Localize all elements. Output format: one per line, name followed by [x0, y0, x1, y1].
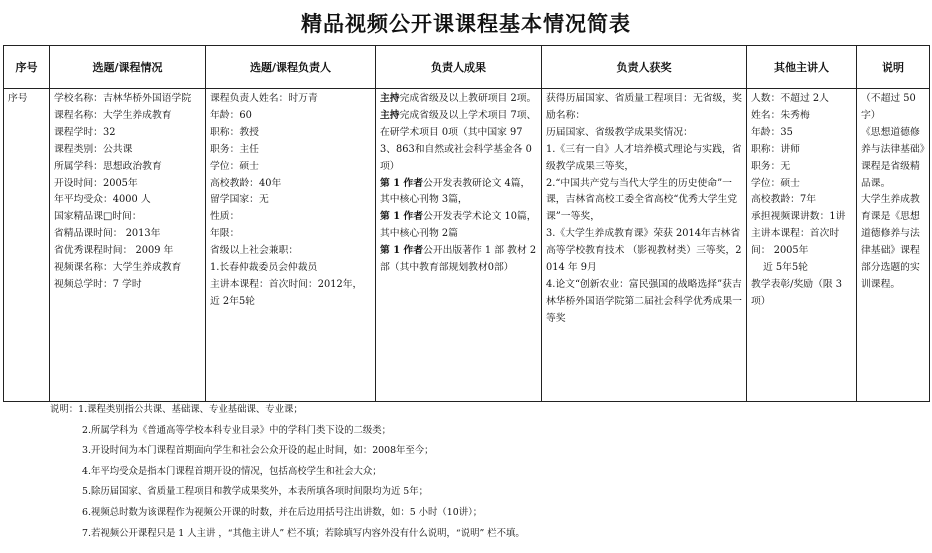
achievement-role: 第 1 作者: [380, 211, 424, 223]
note-line: 6.视频总时数为该课程作为视频公开课的时数，并在后边用括号注出讲数，如：5 小时（10讲）；: [82, 506, 483, 518]
note-line: [50, 400, 525, 421]
achievement-text: 完成省级及以上学术项目 7项、在研学术项目 0项（其中国家 973、863和自然或社会科学基金各 0项）: [380, 109, 537, 172]
notes-prefix: 说明：: [50, 404, 79, 415]
leader-line: 学位：硕士: [210, 160, 259, 172]
award-line: 历届国家、省级教学成果奖情况：: [546, 126, 693, 138]
header-seq: 序号: [4, 46, 50, 89]
table-header-row: [4, 46, 930, 89]
award-line: 4.论文“创新农业：富民强国的战略选择”获吉林华桥外国语学院第二届社会科学优秀成果一等奖: [546, 278, 742, 324]
award-line: 3.《大学生养成教育课》荣获 2014年吉林省高等学校教育技术 （影视教材类）三等奖，2014 年 9月: [546, 228, 742, 274]
lecturer-line: 近 5年5轮: [763, 262, 808, 274]
course-line: 国家精品课□时间：: [54, 211, 142, 223]
course-info-table: [3, 45, 930, 402]
award-line: 2.“中国共产党与当代大学生的历史使命”一课，吉林省高校工委全省高校“优秀大学生党课”一等奖，: [546, 177, 738, 223]
remark-line: （不超过 50字）: [861, 93, 916, 121]
lecturer-line: 年龄：35: [751, 126, 793, 138]
header-course: 选题/课程情况: [50, 46, 206, 89]
achievement-role: 第 1 作者: [380, 245, 424, 257]
cell-achievements: [376, 89, 542, 402]
cell-leader: [206, 89, 376, 402]
leader-line: 年限：: [210, 228, 240, 240]
cell-other-lecturers: [747, 89, 857, 402]
cell-course: [50, 89, 206, 402]
cell-remark: [857, 89, 930, 402]
leader-line: 1.长春仲裁委员会仲裁员: [210, 262, 318, 274]
lecturer-line: 教学表彰/奖励（限 3项）: [751, 278, 843, 307]
course-line: 视频总学时：7 学时: [54, 278, 142, 290]
notes-section: [50, 400, 525, 544]
achievement-role: 主持: [380, 109, 400, 121]
header-awards: 负责人获奖: [542, 46, 747, 89]
leader-line: 职称：教授: [210, 126, 259, 138]
leader-line: 留学国家：无: [210, 194, 269, 206]
lecturer-line: 职称：讲师: [751, 143, 800, 155]
course-line: 省精品课时间： 2013年: [54, 228, 161, 240]
achievement-item: [380, 91, 537, 108]
achievement-role: 第 1 作者: [380, 177, 424, 189]
course-line: 省优秀课程时间： 2009 年: [54, 245, 174, 257]
remark-line: 《思想道德修养与法律基础》课程是省级精品课。: [861, 126, 925, 189]
achievement-item: [380, 108, 537, 176]
lecturer-line: 主讲本课程：首次时间： 2005年: [751, 228, 840, 257]
lecturer-line: 高校教龄：7年: [751, 194, 817, 206]
header-leader: 选题/课程负责人: [206, 46, 376, 89]
note-text: 1.课程类别指公共课、基础课、专业基础课、专业课；: [78, 404, 303, 415]
leader-line: 主讲本课程：首次时间：2012年， 近 2年5轮: [210, 278, 363, 307]
lecturer-line: 承担视频课讲数：1讲: [751, 211, 846, 223]
achievement-item: [380, 209, 537, 243]
achievement-item: [380, 243, 537, 277]
achievement-text: 公开发表学术论文 10篇，其中核心刊物 2篇: [380, 211, 537, 240]
header-remark: 说明: [857, 46, 930, 89]
award-line: 获得历届国家、省质量工程项目：无省级，奖励名称：: [546, 93, 742, 121]
award-line: 1.《三有一自》人才培养模式理论与实践，省级教学成果三等奖，: [546, 143, 742, 172]
course-line: 课程名称：大学生养成教育: [54, 109, 172, 121]
leader-line: 职务：主任: [210, 143, 259, 155]
cell-seq: 序号: [4, 89, 50, 402]
page-title: 精品视频公开课课程基本情况简表: [301, 12, 631, 36]
header-other-lecturers: 其他主讲人: [747, 46, 857, 89]
course-line: 课程学时：32: [54, 126, 116, 138]
course-line: 学校名称：吉林华桥外国语学院: [54, 93, 192, 104]
achievement-text: 公开出版著作 1 部 教材 2部（其中教育部规划教材0部）: [380, 245, 537, 274]
note-line: 7.若视频公开课程只是 1 人主讲 ，“其他主讲人” 栏不填；若除填写内容外没有什么说明，“说明” 栏不填。: [82, 527, 525, 539]
course-line: 视频课名称：大学生养成教育: [54, 262, 182, 274]
course-line: 年平均受众：4000 人: [54, 194, 151, 206]
table-row: [4, 89, 930, 402]
achievement-item: [380, 176, 537, 210]
remark-line: 大学生养成教育课是《思想道德修养与法律基础》课程部分选题的实训课程。: [861, 194, 920, 290]
header-achievements: 负责人成果: [376, 46, 542, 89]
lecturer-line: 人数：不超过 2人: [751, 93, 829, 104]
achievement-text: 公开发表教研论文 4篇，其中核心刊物 3篇，: [380, 177, 531, 206]
lecturer-line: 姓名：朱秀梅: [751, 109, 810, 121]
leader-line: 性质：: [210, 211, 240, 223]
lecturer-line: 职务：无: [751, 160, 791, 172]
note-line: 4.年平均受众是指本门课程首期开设的情况，包括高校学生和社会大众；: [82, 465, 382, 477]
note-line: 3.开设时间为本门课程首期面向学生和社会公众开设的起止时间，如：2008年至今；: [82, 445, 434, 457]
leader-line: 高校教龄：40年: [210, 177, 282, 189]
leader-line: 年龄：60: [210, 109, 252, 121]
achievement-role: 主持: [380, 93, 400, 104]
leader-line: 省级以上社会兼职：: [210, 245, 299, 257]
note-line: 5.除历届国家、省质量工程项目和教学成果奖外，本表所填各项时间限均为近 5年；: [82, 486, 429, 498]
achievement-text: 完成省级及以上教研项目 2项。: [399, 93, 537, 104]
lecturer-line: 学位：硕士: [751, 177, 800, 189]
course-line: 所属学科：思想政治教育: [54, 160, 162, 172]
cell-awards: [542, 89, 747, 402]
leader-line: 课程负责人姓名：时万青: [210, 93, 318, 104]
course-line: 课程类别：公共课: [54, 143, 133, 155]
note-line: 2.所属学科为《普通高等学校本科专业目录》中的学科门类下设的二级类；: [82, 424, 391, 436]
course-line: 开设时间：2005年: [54, 177, 138, 189]
